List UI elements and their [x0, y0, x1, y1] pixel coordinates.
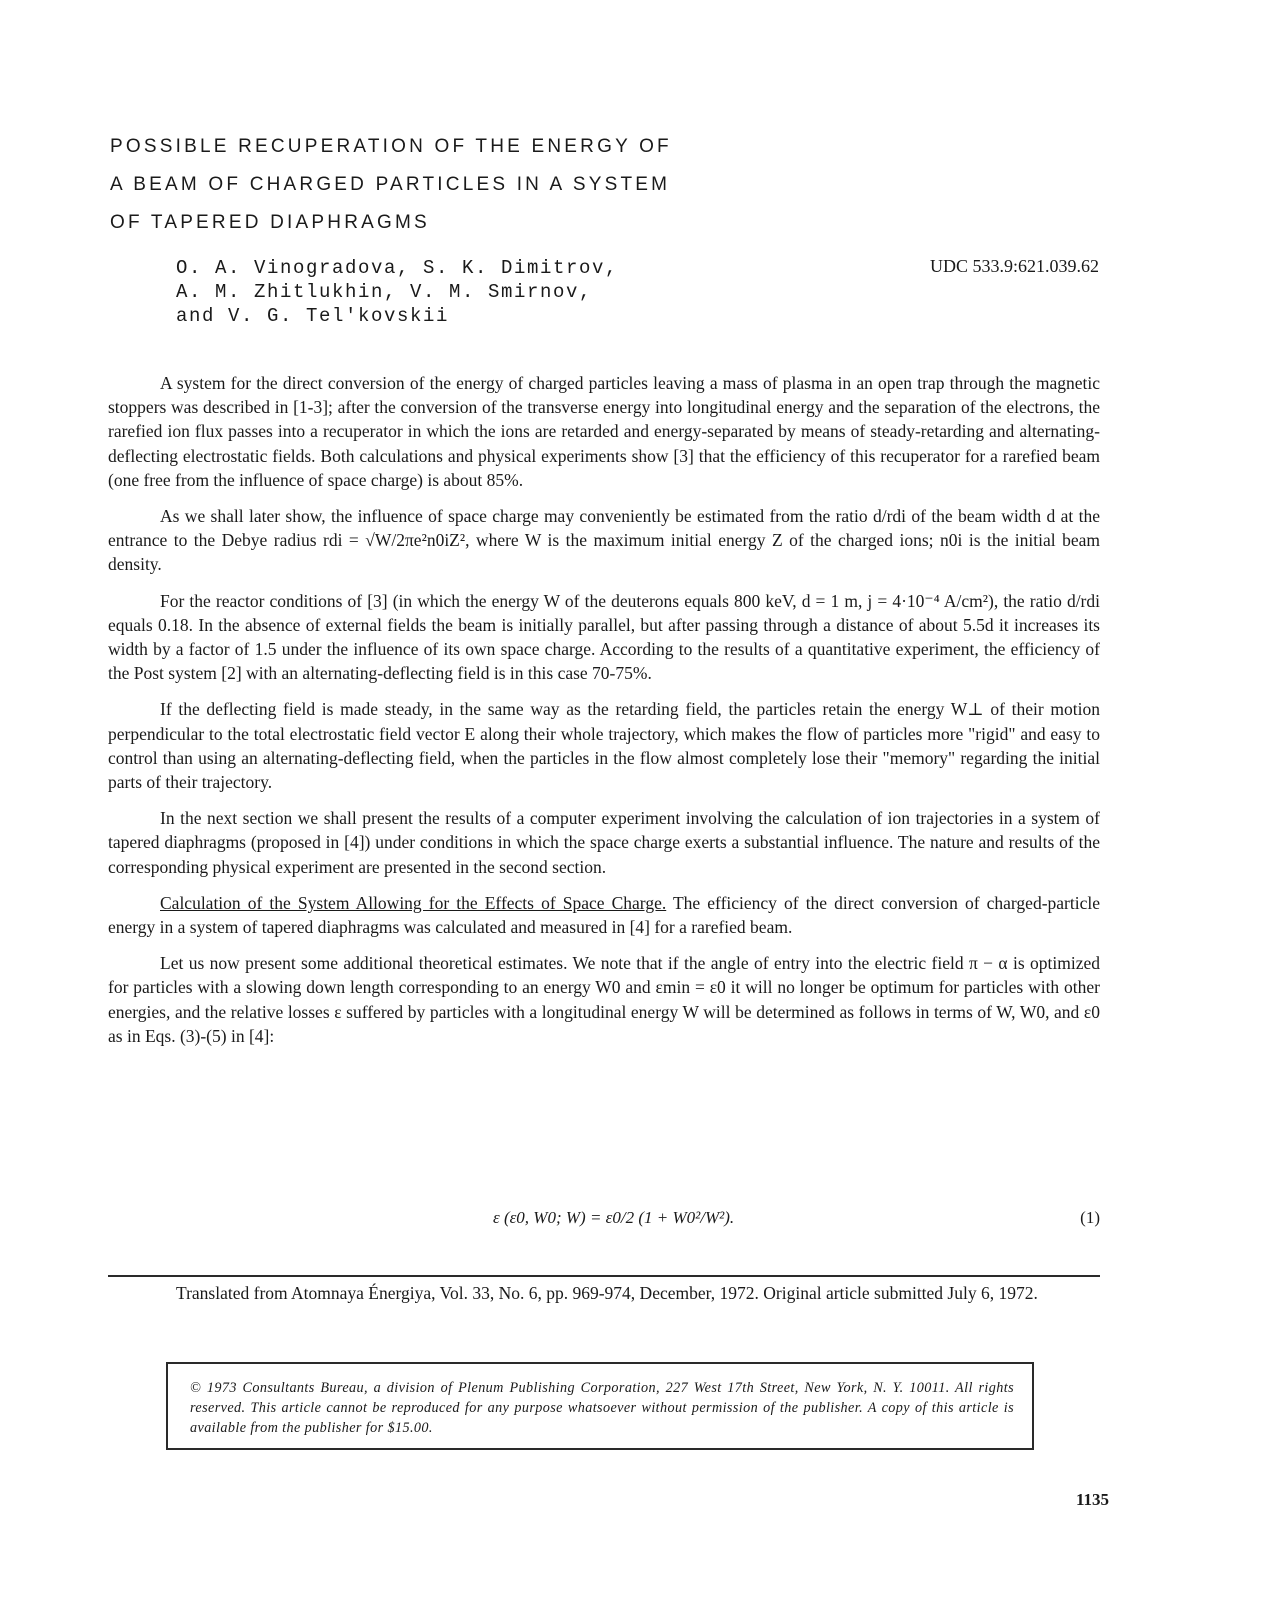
paragraph-6-text: The efficiency of the direct conversion of charged-particle energy in a system of tapered diaphragms was calculated and measured in [4] for a rarefied beam. [108, 892, 1100, 938]
authors-line-2: A. M. Zhitlukhin, V. M. Smirnov, [176, 281, 593, 303]
authors-line-3: and V. G. Tel'kovskii [176, 305, 450, 327]
copyright-text: © 1973 Consultants Bureau, a division of Plenum Publishing Corporation, 227 West 17th Street, New York, N. Y. 10011. All rights reserved. This article cannot be reproduced for any purpose whatsoever without permission of the publisher. A copy of this article is available from the publisher for $15.00. [190, 1380, 1014, 1436]
translation-footnote [108, 1281, 1100, 1305]
equation-1 [108, 1208, 1100, 1234]
udc-code: UDC 533.9:621.039.62 [929, 256, 1099, 276]
footnote-text: Translated from Atomnaya Énergiya, Vol. 33, No. 6, pp. 969-974, December, 1972. Original article submitted July 6, 1972. [176, 1283, 1038, 1303]
title-line-3: OF TAPERED DIAPHRAGMS [110, 212, 430, 233]
article-title [110, 128, 870, 242]
copyright-box [166, 1362, 1034, 1450]
paragraph-2: As we shall later show, the influence of space charge may conveniently be estimated from the ratio d/rdi of the beam width d at the entrance to the Debye radius rdi = √W/2πe²n0iZ², where W is the maximum initial energy Z of the charged ions; n0i is the initial beam density. [108, 506, 1100, 575]
title-line-1: POSSIBLE RECUPERATION OF THE ENERGY OF [110, 136, 672, 157]
paragraph-5: In the next section we shall present the results of a computer experiment involving the calculation of ion trajectories in a system of tapered diaphragms (proposed in [4]) under conditions in which the space charge exerts a substantial influence. The nature and results of the corresponding physical experiment are presented in the second section. [108, 808, 1100, 877]
article-body [108, 371, 1100, 1060]
paragraph-7: Let us now present some additional theoretical estimates. We note that if the angle of entry into the electric field π − α is optimized for particles with a slowing down length corresponding to an energy W0 and εmin = ε0 it will no longer be optimum for particles with other energies, and the relative losses ε suffered by particles with a longitudinal energy W will be determined as follows in terms of W, W0, and ε0 as in Eqs. (3)-(5) in [4]: [108, 953, 1100, 1046]
paragraph-6 [108, 891, 1100, 939]
paragraph-1: A system for the direct conversion of the energy of charged particles leaving a mass of plasma in an open trap through the magnetic stoppers was described in [1-3]; after the conversion of the transverse energy into longitudinal energy and the separation of the electrons, the rarefied ion flux passes into a recuperator in which the ions are retarded and energy-separated by means of steady-retarding and alternating-deflecting electrostatic fields. Both calculations and physical experiments show [3] that the efficiency of this recuperator for a rarefied beam (one free from the influence of space charge) is about 85%. [108, 373, 1100, 490]
equation-number: (1) [1080, 1208, 1100, 1227]
footnote-divider [108, 1275, 1100, 1277]
section-heading: Calculation of the System Allowing for the Effects of Space Charge. [160, 892, 667, 913]
paragraph-3: For the reactor conditions of [3] (in which the energy W of the deuterons equals 800 keV, d = 1 m, j = 4·10⁻⁴ A/cm²), the ratio d/rdi equals 0.18. In the absence of external fields the beam is initially parallel, but after passing through a distance of about 5.5d it increases its width by a factor of 1.5 under the influence of its own space charge. According to the results of a quantitative experiment, the efficiency of the Post system [2] with an alternating-deflecting field is in this case 70-75%. [108, 590, 1100, 684]
authors-line-1: O. A. Vinogradova, S. K. Dimitrov, [176, 257, 619, 279]
title-line-2: A BEAM OF CHARGED PARTICLES IN A SYSTEM [110, 174, 671, 195]
equation-expression: ε (ε0, W0; W) = ε0/2 (1 + W0²/W²). [493, 1208, 735, 1227]
page-number: 1135 [1075, 1490, 1109, 1509]
author-list [176, 256, 796, 328]
paragraph-4: If the deflecting field is made steady, in the same way as the retarding field, the particles retain the energy W⊥ of their motion perpendicular to the total electrostatic field vector E along their whole trajectory, which makes the flow of particles more "rigid" and easy to control than using an alternating-deflecting field, when the particles in the flow almost completely lose their "memory" regarding the initial parts of their trajectory. [108, 699, 1100, 793]
